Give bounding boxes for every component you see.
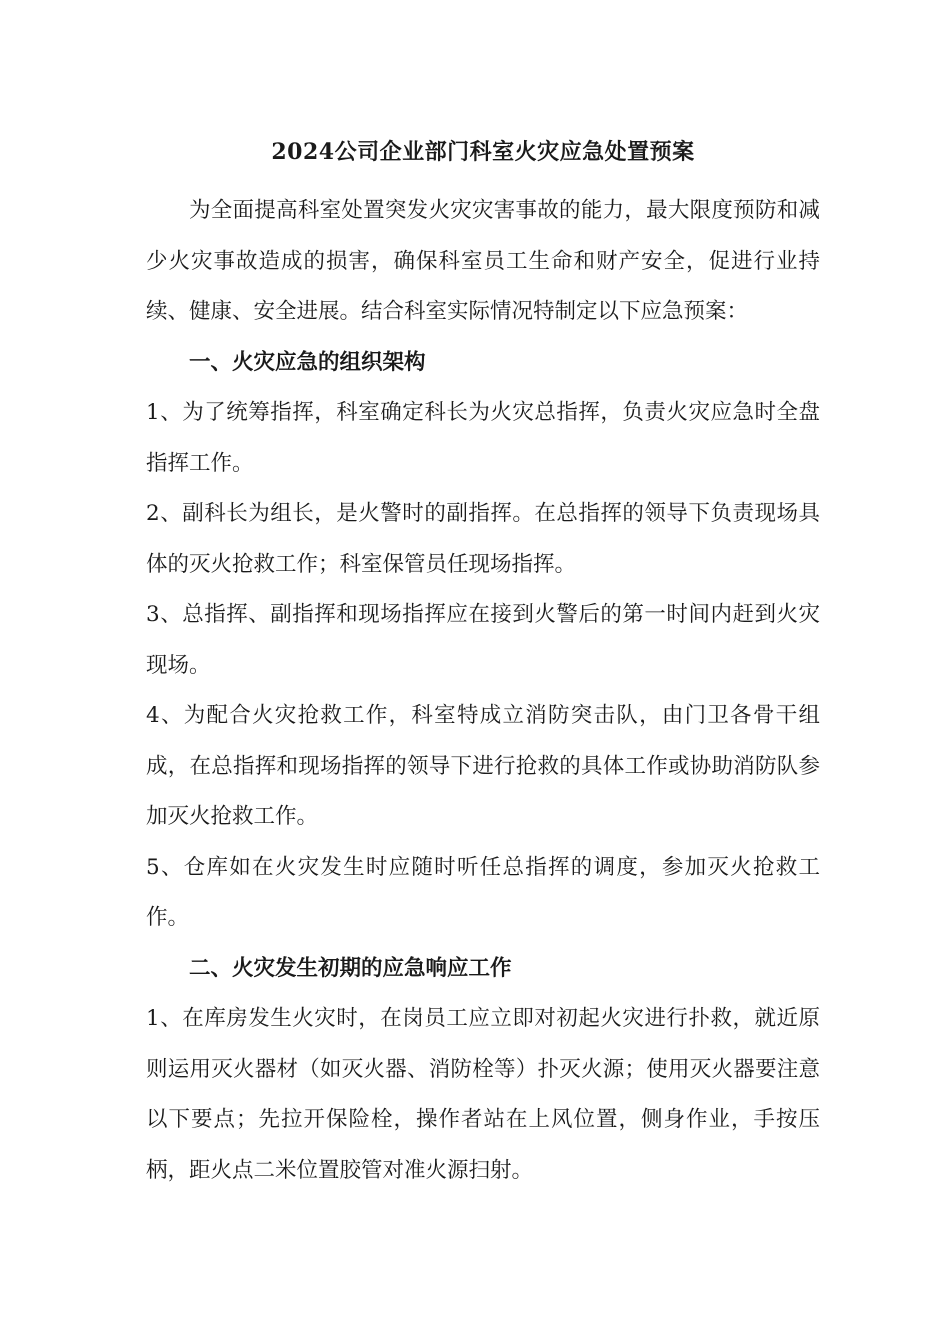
section2-item-1: 1、在库房发生火灾时，在岗员工应立即对初起火灾进行扑救，就近原则运用灭火器材（如灭火器、消防栓等）扑灭火源；使用灭火器要注意以下要点；先拉开保险栓，操作者站在上风位置，侧身作业，手按压柄，距火点二米位置胶管对准火源扫射。 [146,1006,820,1183]
section1-item-1: 1、为了统筹指挥，科室确定科长为火灾总指挥，负责火灾应急时全盘指挥工作。 [146,400,820,476]
section1-item-4: 4、为配合火灾抢救工作，科室特成立消防突击队，由门卫各骨干组成，在总指挥和现场指挥的领导下进行抢救的具体工作或协助消防队参加灭火抢救工作。 [146,703,820,829]
section-heading-organization: 一、火灾应急的组织架构 [189,349,426,375]
intro-paragraph: 为全面提高科室处置突发火灾灾害事故的能力，最大限度预防和减少火灾事故造成的损害，确保科室员工生命和财产安全，促进行业持续、健康、安全进展。结合科室实际情况特制定以下应急预案： [146,198,820,324]
section1-item-3: 3、总指挥、副指挥和现场指挥应在接到火警后的第一时间内赶到火灾现场。 [146,602,820,678]
section1-item-5: 5、仓库如在火灾发生时应随时听任总指挥的调度，参加灭火抢救工作。 [146,854,820,930]
section-heading-initial-response: 二、火灾发生初期的应急响应工作 [189,955,512,981]
section1-item-2: 2、副科长为组长，是火警时的副指挥。在总指挥的领导下负责现场具体的灭火抢救工作；科室保管员任现场指挥。 [146,501,820,577]
document-title: 2024公司企业部门科室火灾应急处置预案 [271,139,695,165]
